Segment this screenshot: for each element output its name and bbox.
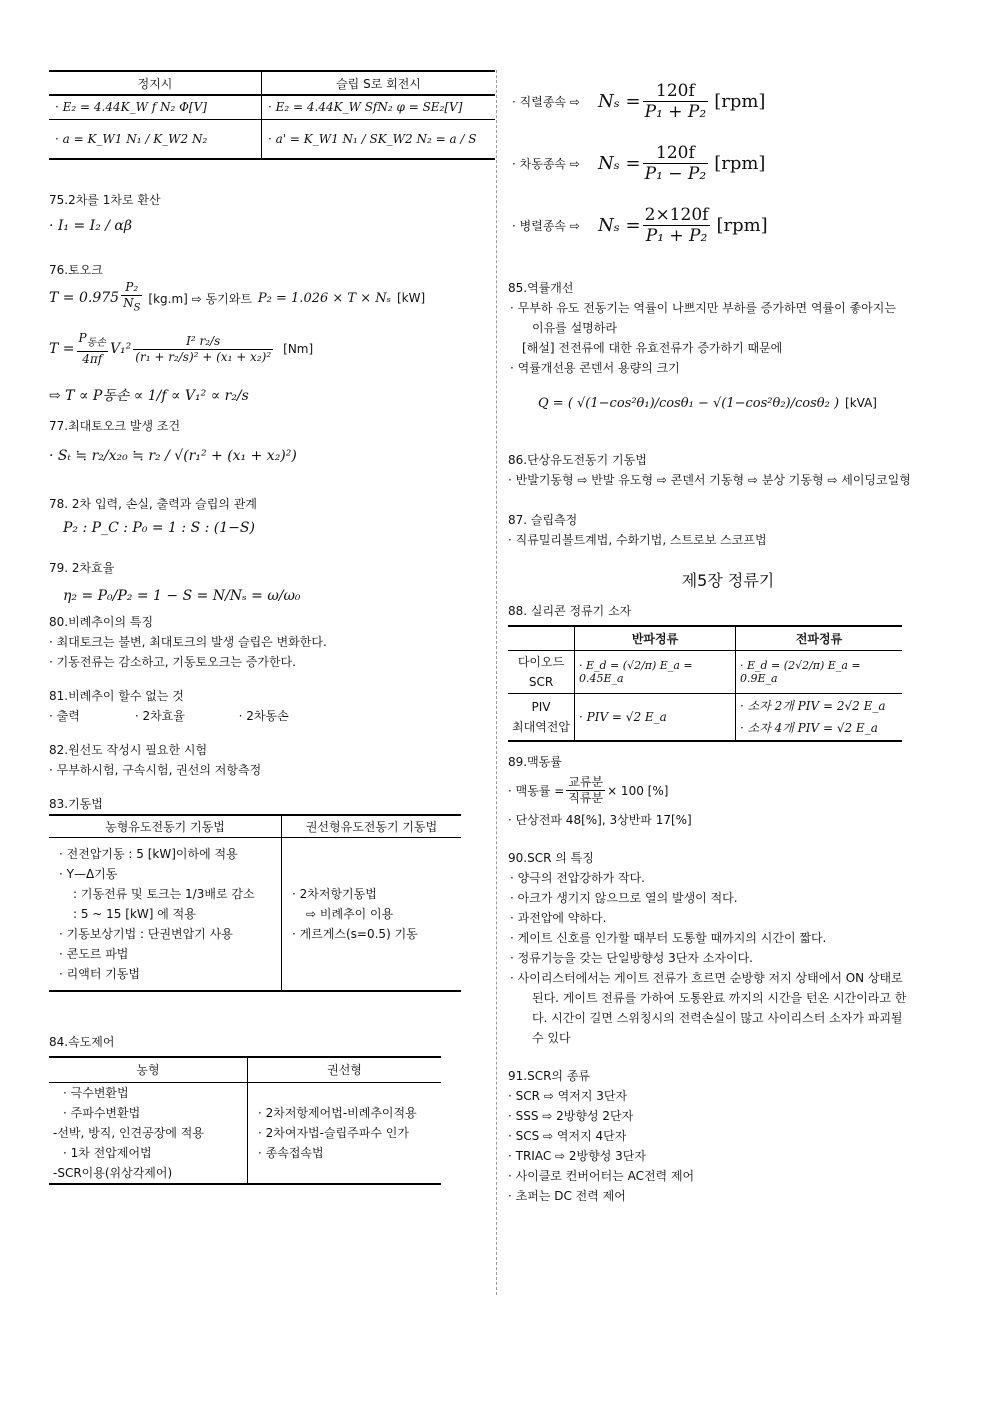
s83-wound-item: · 게르게스(s=0.5) 기동	[292, 926, 418, 941]
s85-answer: [해설] 전전류에 대한 유효전류가 증가하기 때문에	[522, 341, 783, 355]
s84-title: 84.속도제어	[49, 1034, 115, 1049]
s75-formula: · I₁ = I₂ / αβ	[49, 218, 132, 234]
s83-wound-item: · 2차저항기동법	[292, 886, 377, 901]
s88-title: 88. 실리콘 정류기 소자	[508, 604, 632, 618]
s91-item: · SCR ⇨ 역저지 3단자	[508, 1088, 628, 1103]
s83-cage-item: · 기동보상기법 : 단권변압기 사용	[59, 926, 233, 941]
s83-wound-item: ⇨ 비례추이 이용	[306, 906, 394, 921]
column-divider	[496, 70, 497, 1295]
s84-wound-item: · 2차저항제어법-비례추이적용	[258, 1106, 417, 1120]
s76-line1-pre: T = 0.975	[49, 290, 120, 306]
s84-cage-cell	[49, 1083, 248, 1185]
s84-cage-item: · 극수변환법	[63, 1086, 129, 1100]
s84-cage-item: · 1차 전압제어법	[63, 1146, 152, 1160]
s90-item-cont: 다. 시간이 길면 스위칭시의 전력손실이 많고 사이리스터 소자가 파괴될	[532, 1010, 903, 1025]
s77-formula: · Sₜ ≒ r₂/x₂₀ ≒ r₂ / √(r₁² + (x₁ + x₂)²)	[49, 448, 297, 464]
sync-series-frac: $\frac{120f}{\text{P₁ + P₂}}$	[644, 80, 707, 122]
sync-lhs: Nₛ =	[598, 152, 641, 174]
sync-parallel-label: · 병렬종속 ⇨	[512, 218, 580, 233]
s82-title: 82.원선도 작성시 필요한 시험	[49, 743, 208, 757]
s90-item: · 아크가 생기지 않으므로 열의 발생이 적다.	[510, 890, 738, 905]
s76-torque-nm-line: T = $\frac{P_{동손}}{4\pi f}$ V₁² $\frac{\text{I² r₂/s}}{\text{(r₁ + r₂/s)² + (x₁ + x₂)²}}$ [Nm]	[49, 331, 314, 366]
s85-question: · 무부하 유도 전동기는 역률이 나쁘지만 부하를 증가하면 역률이 좋아지는	[510, 301, 896, 315]
sync-unit: [rpm]	[714, 90, 766, 112]
s81-item: · 출력	[49, 709, 80, 723]
s85-formula: Q = ( √(1−cos²θ₁)/cosθ₁ − √(1−cos²θ₂)/cosθ₂ )	[538, 395, 840, 411]
s88-row2-label: PIV 최대역전압	[508, 693, 575, 741]
s85-capacitor-caption: · 역률개선용 콘덴서 용량의 크기	[510, 361, 680, 375]
s83-cage-item: : 기동전류 및 토크는 1/3배로 감소	[73, 886, 255, 901]
s85-formula-row	[508, 378, 948, 428]
starting-method-table	[49, 814, 461, 992]
sync-lhs: Nₛ =	[598, 214, 641, 236]
s89-frac: $\frac{\text{교류분}}{\text{직류분}}$	[568, 775, 604, 805]
emf-stationary: · E₂ = 4.44K_W f N₂ Φ[V]	[49, 95, 262, 119]
s79-title: 79. 2차효율	[49, 561, 115, 575]
s83-cage-item: · Y—Δ기동	[59, 866, 118, 881]
s80-item: · 기동전류는 감소하고, 기동토오크는 증가한다.	[49, 655, 296, 669]
s86-title: 86.단상유도전동기 기동법	[508, 453, 647, 467]
s88-row1-label: 다이오드 SCR	[508, 650, 575, 693]
s76-line1-eq: P₂ = 1.026 × T × Nₛ	[257, 290, 391, 306]
s83-cage-item: · 전전압기동 : 5 [kW]이하에 적용	[59, 846, 238, 861]
s88-header-blank	[508, 626, 575, 650]
s83-title: 83.기동법	[49, 797, 103, 811]
sync-parallel-row	[508, 194, 948, 256]
s85-question-cont: 이유를 설명하라	[532, 321, 617, 335]
s89-post: × 100 [%]	[607, 783, 669, 798]
s84-wound-item: · 2차여자법-슬립주파수 인가	[258, 1126, 409, 1140]
s91-item: · 초퍼는 DC 전력 제어	[508, 1188, 626, 1203]
s81-item: · 2차동손	[238, 709, 289, 723]
s84-header-wound: 권선형	[327, 1063, 362, 1078]
s88-header-half: 반파정류	[575, 626, 736, 650]
s90-item-cont: 수 있다	[532, 1030, 571, 1045]
s83-header-wound: 권선형유도전동기 기동법	[305, 819, 438, 834]
emf-table	[49, 70, 495, 160]
s77-title: 77.최대토오크 발생 조건	[49, 419, 181, 433]
s87-title: 87. 슬립측정	[508, 513, 578, 527]
sync-lhs: Nₛ =	[598, 90, 641, 112]
s78-formula: P₂ : P_C : P₀ = 1 : S : (1−S)	[63, 520, 255, 536]
s83-cage-item: · 리액터 기동법	[59, 966, 140, 981]
s90-title: 90.SCR 의 특징	[508, 850, 594, 865]
s88-row2-half: · PIV = √2 E_a	[575, 693, 736, 741]
s90-item: · 게이트 신호를 인가할 때부터 도통할 때까지의 시간이 짧다.	[510, 930, 827, 945]
s91-title: 91.SCR의 종류	[508, 1068, 591, 1083]
s86-item: · 반발기동형 ⇨ 반발 유도형 ⇨ 콘덴서 기동형 ⇨ 분상 기동형 ⇨ 세이딩코일형	[508, 473, 911, 487]
s81-item: · 2차효율	[134, 709, 185, 723]
s84-cage-item: -선박, 방직, 인견공장에 적용	[53, 1126, 204, 1140]
emf-table-header-stationary: 정지시	[49, 71, 262, 95]
s88-row2-full: · 소자 2개 PIV = 2√2 E_a · 소자 4개 PIV = √2 E_a	[740, 698, 886, 735]
s88-header-full: 전파정류	[795, 631, 843, 646]
s83-cage-item: : 5 ~ 15 [kW] 에 적용	[73, 906, 196, 921]
speed-control-table	[49, 1056, 441, 1186]
s89-item: · 단상전파 48[%], 3상반파 17[%]	[508, 812, 692, 827]
s76-line1-unit: [kW]	[397, 291, 426, 305]
s91-item: · TRIAC ⇨ 2방향성 3단자	[508, 1148, 646, 1163]
s81-items	[49, 706, 495, 726]
s90-item: · 사이리스터에서는 게이트 전류가 흐르면 순방향 저지 상태에서 ON 상태로	[510, 970, 903, 985]
chapter-title: 제5장 정류기	[681, 571, 775, 590]
s83-wound-cell	[282, 837, 462, 991]
s76-frac-p2-ns: $\frac{\text{P₂}}{N_S}$	[123, 280, 141, 314]
s76-title: 76.토오크	[49, 263, 103, 277]
sync-parallel-frac: $\frac{2\times 120f}{\text{P₁ + P₂}}$	[644, 204, 709, 246]
left-column	[49, 70, 495, 1185]
s82-item: · 무부하시험, 구속시험, 권선의 저항측정	[49, 763, 262, 777]
emf-rotating: · E₂ = 4.44K_W SfN₂ φ = SE₂[V]	[268, 100, 463, 115]
s88-row1-half: · E_d = (√2/π) E_a = 0.45E_a	[575, 650, 736, 693]
sync-differential-frac: $\frac{120f}{\text{P₁ − P₂}}$	[644, 142, 707, 184]
s76-frac-main: $\frac{\text{I² r₂/s}}{\text{(r₁ + r₂/s)² + (x₁ + x₂)²}}$	[135, 333, 272, 364]
s76-line2-unit: [Nm]	[283, 342, 314, 356]
s89-ripple-row	[508, 772, 948, 810]
rectifier-table	[508, 625, 902, 742]
s76-frac-pdonson: $\frac{P_{동손}}{4\pi f}$	[78, 331, 106, 366]
s75-title: 75.2차를 1차로 환산	[49, 193, 161, 207]
sync-differential-label: · 차동종속 ⇨	[512, 156, 580, 171]
s76-proportional: ⇨ T ∝ P동손 ∝ 1/f ∝ V₁² ∝ r₂/s	[49, 388, 249, 404]
s80-item: · 최대토크는 불변, 최대토크의 발생 슬립은 변화한다.	[49, 635, 327, 649]
s90-item: · 과전압에 약하다.	[510, 910, 607, 925]
s85-title: 85.역률개선	[508, 281, 574, 295]
s79-formula: η₂ = P₀/P₂ = 1 − S = N/Nₛ = ω/ω₀	[63, 588, 301, 604]
s90-item: · 양극의 전압강하가 작다.	[510, 870, 645, 885]
s80-title: 80.비례추이의 특징	[49, 615, 154, 629]
s76-torque-line	[49, 280, 495, 316]
s87-item: · 직류밀리볼트계법, 수화기법, 스트로보 스코프법	[508, 533, 767, 547]
s90-item-cont: 된다. 게이트 전류를 가하여 도통완료 까지의 시간을 턴온 시간이라고 한	[532, 990, 907, 1005]
s91-item: · SCS ⇨ 역저지 4단자	[508, 1128, 627, 1143]
sync-unit: [rpm]	[714, 152, 766, 174]
s88-row1-full: · E_d = (2√2/π) E_a = 0.9E_a	[740, 658, 861, 685]
s83-header-cage: 농형유도전동기 기동법	[49, 815, 282, 837]
s78-title: 78. 2차 입력, 손실, 출력과 슬립의 관계	[49, 497, 257, 511]
s76-line1-mid: [kg.m] ⇨ 동기와트	[148, 291, 252, 306]
s91-item: · SSS ⇨ 2방향성 2단자	[508, 1108, 634, 1123]
sync-series-row	[508, 70, 948, 132]
sync-differential-row	[508, 132, 948, 194]
s81-title: 81.비례추이 할수 없는 것	[49, 689, 184, 703]
sync-series-label: · 직렬종속 ⇨	[512, 94, 580, 109]
ratio-stationary: · a = K_W1 N₁ / K_W2 N₂	[49, 119, 262, 159]
s84-wound-item: · 종속접속법	[258, 1146, 324, 1160]
s83-cage-item: · 콘도르 파법	[59, 946, 129, 961]
emf-table-header-rotating: 슬립 S로 회전시	[336, 76, 421, 91]
s84-wound-cell	[248, 1083, 442, 1185]
s84-header-cage: 농형	[49, 1057, 248, 1083]
s84-cage-item: · 주파수변환법	[63, 1106, 141, 1120]
s83-cage-cell	[49, 837, 282, 991]
s89-pre: · 맥동률 =	[508, 784, 565, 798]
s84-cage-item: -SCR이용(위상각제어)	[53, 1166, 173, 1180]
right-column	[508, 70, 948, 1206]
s91-item: · 사이클로 컨버어터는 AC전력 제어	[508, 1168, 695, 1183]
s85-unit: [kVA]	[845, 396, 877, 410]
s89-title: 89.맥동률	[508, 754, 562, 769]
s90-item: · 정류기능을 갖는 단일방향성 3단자 소자이다.	[510, 950, 753, 965]
ratio-rotating: · a' = K_W1 N₁ / SK_W2 N₂ = a / S	[268, 131, 477, 146]
sync-unit: [rpm]	[716, 214, 768, 236]
